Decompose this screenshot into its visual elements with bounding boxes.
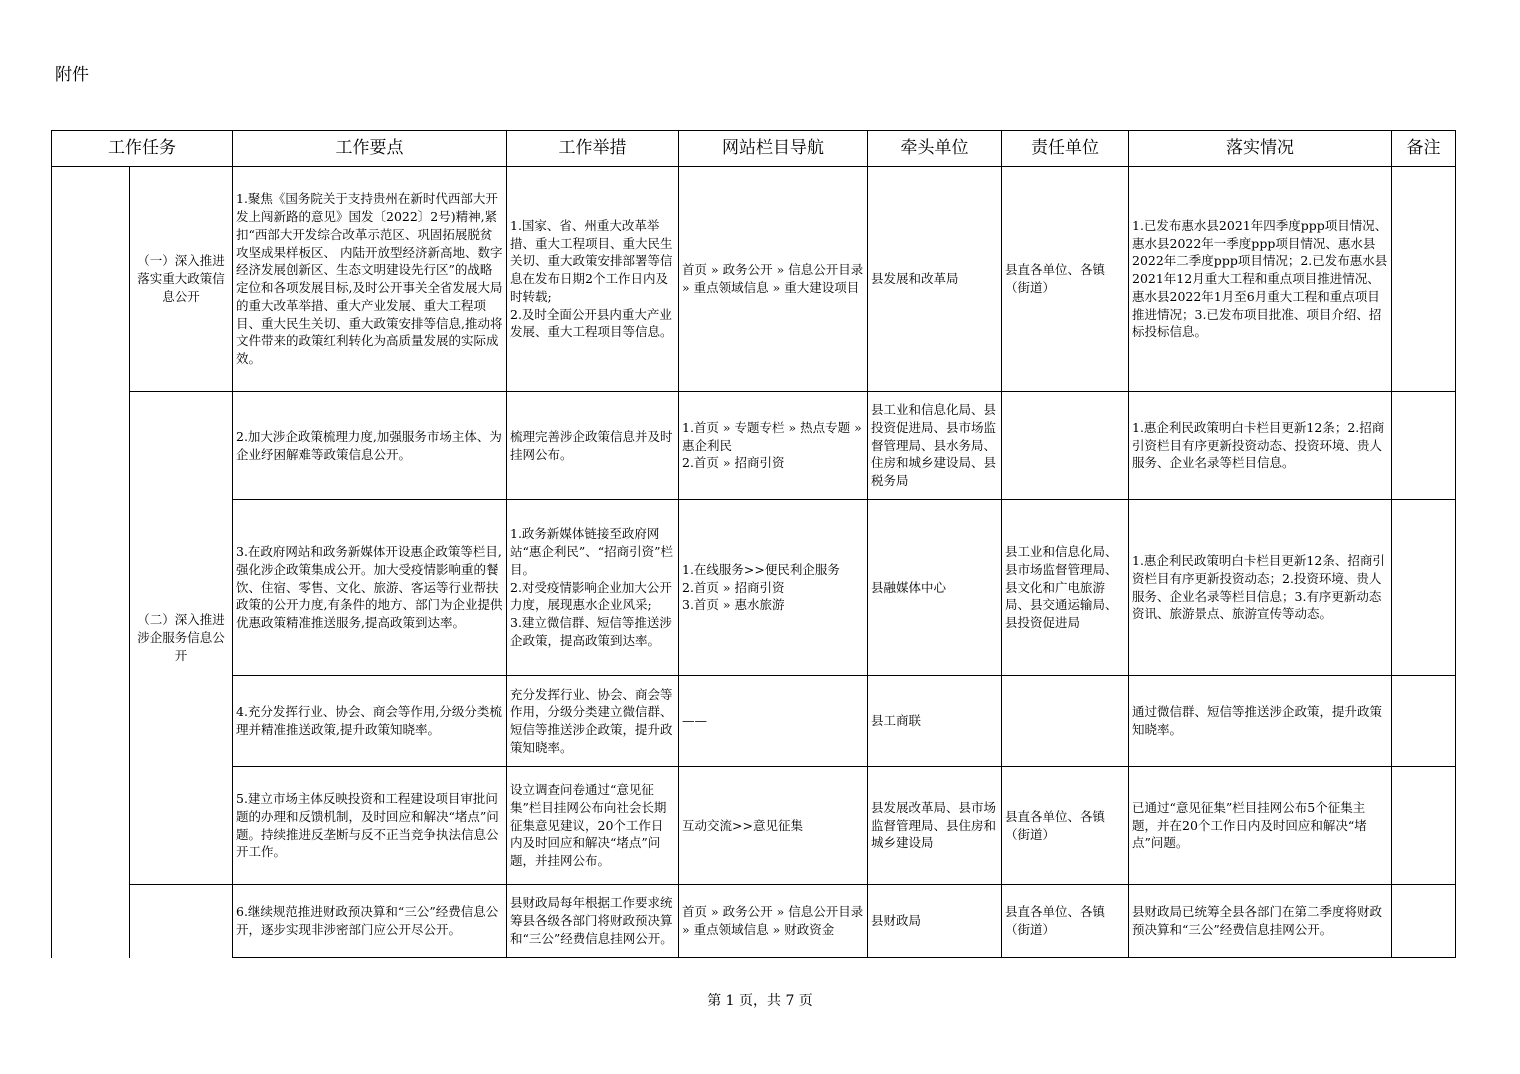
- measure-text: 1.国家、省、州重大改革举措、重大工程项目、重大民生关切、重大政策安排部署等信息在发布日期2个工作日内及时转载; 2.及时全面公开县内重大产业发展、重大工程项目等信息。: [510, 217, 673, 340]
- status-text: 通过微信群、短信等推送涉企政策，提升政策知晓率。: [1132, 704, 1383, 737]
- measure-text: 县财政局每年根据工作要求统筹县各级各部门将财政预决算和“三公”经费信息挂网公开。: [510, 895, 673, 946]
- header-note: 备注: [1392, 131, 1456, 167]
- category-cell: [130, 885, 233, 958]
- resp-text: 县工业和信息化局、县市场监督管理局、县文化和广电旅游局、县交通运输局、县投资促进局: [1005, 544, 1118, 631]
- status-cell: [1129, 167, 1392, 392]
- header-task: 工作任务: [52, 131, 233, 167]
- lead-cell: [868, 767, 1002, 885]
- table-row: [52, 767, 1456, 885]
- nav-cell: [679, 885, 868, 958]
- lead-text: 县工业和信息化局、县投资促进局、县市场监督管理局、县水务局、住房和城乡建设局、县税务局: [871, 402, 997, 489]
- point-text: 1.聚焦《国务院关于支持贵州在新时代西部大开发上闯新路的意见》国发〔2022〕2号)精神,紧扣“西部大开发综合改革示范区、巩固拓展脱贫攻坚成果样板区、 内陆开放型经济新高地、数字经济发展创新区、生态文明建设先行区”的战略定位和各项发展目标,及时公开事关全省发展大局的重大改革举措、重大产业发展、重大工程项目、重大民生关切、重大政策安排等信息,推动将文件带来的政策红利转化为高质量发展的实际成效。: [236, 191, 503, 366]
- table-row: [52, 392, 1456, 500]
- point-cell: [233, 167, 507, 392]
- point-text: 5.建立市场主体反映投资和工程建设项目审批问题的办理和反馈机制，及时回应和解决“堵点”问题。持续推进反垄断与反不正当竞争执法信息公开工作。: [236, 791, 499, 860]
- lead-text: 县发展改革局、县市场监督管理局、县住房和城乡建设局: [871, 799, 997, 851]
- header-resp: 责任单位: [1002, 131, 1129, 167]
- note-cell: [1392, 167, 1456, 392]
- nav-cell: [679, 392, 868, 500]
- task-major-cell: [52, 167, 130, 958]
- table-row: [52, 676, 1456, 767]
- lead-cell: [868, 676, 1002, 767]
- point-cell: [233, 767, 507, 885]
- nav-text: ——: [682, 713, 707, 729]
- point-text: 6.继续规范推进财政预决算和“三公”经费信息公开，逐步实现非涉密部门应公开尽公开。: [236, 904, 499, 937]
- point-cell: [233, 676, 507, 767]
- resp-cell: [1002, 500, 1129, 676]
- nav-text: 首页 » 政务公开 » 信息公开目录 » 重点领域信息 » 财政资金: [682, 904, 864, 937]
- status-cell: [1129, 885, 1392, 958]
- nav-cell: [679, 676, 868, 767]
- nav-cell: [679, 500, 868, 676]
- resp-text: 县直各单位、各镇（街道）: [1005, 904, 1106, 937]
- measure-text: 1.政务新媒体链接至政府网站“惠企利民”、“招商引资”栏目。 2.对受疫情影响企业加大公开力度，展现惠水企业风采; 3.建立微信群、短信等推送涉企政策，提高政策到达率。: [510, 526, 674, 648]
- lead-cell: [868, 392, 1002, 500]
- point-cell: [233, 885, 507, 958]
- lead-text: 县财政局: [871, 913, 922, 929]
- header-status: 落实情况: [1129, 131, 1392, 167]
- nav-cell: [679, 767, 868, 885]
- nav-text: 首页 » 政务公开 » 信息公开目录 » 重点领域信息 » 重大建设项目: [682, 262, 864, 295]
- measure-cell: [507, 676, 679, 767]
- lead-text: 县工商联: [871, 713, 922, 729]
- note-cell: [1392, 885, 1456, 958]
- resp-cell: [1002, 167, 1129, 392]
- lead-cell: [868, 885, 1002, 958]
- measure-text: 梳理完善涉企政策信息并及时挂网公布。: [510, 428, 673, 462]
- status-text: 县财政局已统筹全县各部门在第二季度将财政预决算和“三公”经费信息挂网公开。: [1132, 904, 1383, 937]
- measure-text: 充分发挥行业、协会、商会等作用，分级分类建立微信群、短信等推送涉企政策，提升政策知晓率。: [510, 686, 673, 755]
- measure-cell: [507, 885, 679, 958]
- header-point: 工作要点: [233, 131, 507, 167]
- status-cell: [1129, 500, 1392, 676]
- note-cell: [1392, 676, 1456, 767]
- resp-text: 县直各单位、各镇（街道）: [1005, 262, 1106, 295]
- header-nav: 网站栏目导航: [679, 131, 868, 167]
- nav-text: 互动交流>>意见征集: [682, 817, 803, 833]
- status-cell: [1129, 767, 1392, 885]
- lead-cell: [868, 500, 1002, 676]
- measure-cell: [507, 767, 679, 885]
- lead-cell: [868, 167, 1002, 392]
- note-cell: [1392, 392, 1456, 500]
- point-text: 2.加大涉企政策梳理力度,加强服务市场主体、为企业纾困解难等政策信息公开。: [236, 428, 502, 462]
- table-row: [52, 885, 1456, 958]
- table-header-row: [52, 131, 1456, 167]
- table-row: [52, 167, 1456, 392]
- category-cell: [130, 392, 233, 885]
- measure-cell: [507, 500, 679, 676]
- status-text: 1.惠企利民政策明白卡栏目更新12条、招商引资栏目有序更新投资动态；2.投资环境、贵人服务、企业名录等栏目信息；3.有序更新动态资讯、旅游景点、旅游宣传等动态。: [1132, 553, 1385, 622]
- category-label: （一）深入推进落实重大政策信息公开: [137, 253, 225, 304]
- nav-text: 1.在线服务>>便民利企服务 2.首页 » 招商引资 3.首页 » 惠水旅游: [682, 561, 840, 613]
- measure-cell: [507, 392, 679, 500]
- resp-text: 县直各单位、各镇（街道）: [1005, 808, 1106, 842]
- lead-text: 县发展和改革局: [871, 271, 959, 287]
- category-label: （二）深入推进涉企服务信息公开: [137, 612, 225, 663]
- resp-cell: [1002, 392, 1129, 500]
- resp-cell: [1002, 676, 1129, 767]
- status-text: 1.已发布惠水县2021年四季度ppp项目情况、惠水县2022年一季度ppp项目情况、惠水县2022年二季度ppp项目情况；2.已发布惠水县2021年12月重大工程和重点项目推进情况、惠水县2022年1月至6月重大工程和重点项目推进情况；3.已发布项目批准、项目介绍、招标投标信息。: [1132, 217, 1388, 340]
- lead-text: 县融媒体中心: [871, 579, 947, 595]
- resp-cell: [1002, 767, 1129, 885]
- point-text: 3.在政府网站和政务新媒体开设惠企政策等栏目,强化涉企政策集成公开。加大受疫情影响重的餐饮、住宿、零售、文化、旅游、客运等行业帮扶政策的公开力度,有条件的地方、部门为企业提供优惠政策精准推送服务,提高政策到达率。: [236, 544, 503, 631]
- category-cell: [130, 167, 233, 392]
- status-cell: [1129, 392, 1392, 500]
- page-footer: 第 1 页，共 7 页: [707, 993, 813, 1009]
- status-text: 已通过“意见征集”栏目挂网公布5个征集主题，并在20个工作日内及时回应和解决“堵点”问题。: [1132, 799, 1367, 851]
- point-cell: [233, 392, 507, 500]
- point-cell: [233, 500, 507, 676]
- measure-text: 设立调查问卷通过“意见征集”栏目挂网公布向社会长期征集意见建议，20个工作日内及时回应和解决“堵点”问题，并挂网公布。: [510, 782, 667, 869]
- resp-cell: [1002, 885, 1129, 958]
- header-measure: 工作举措: [507, 131, 679, 167]
- point-text: 4.充分发挥行业、协会、商会等作用,分级分类梳理并精准推送政策,提升政策知晓率。: [236, 704, 502, 737]
- nav-text: 1.首页 » 专题专栏 » 热点专题 » 惠企利民 2.首页 » 招商引资: [682, 419, 862, 471]
- note-cell: [1392, 767, 1456, 885]
- status-text: 1.惠企利民政策明白卡栏目更新12条；2.招商引资栏目有序更新投资动态、投资环境、贵人服务、企业名录等栏目信息。: [1132, 419, 1385, 471]
- note-cell: [1392, 500, 1456, 676]
- attachment-title: 附件: [55, 65, 89, 85]
- header-lead: 牵头单位: [868, 131, 1002, 167]
- measure-cell: [507, 167, 679, 392]
- work-task-table: [51, 130, 1456, 958]
- table-row: [52, 500, 1456, 676]
- nav-cell: [679, 167, 868, 392]
- status-cell: [1129, 676, 1392, 767]
